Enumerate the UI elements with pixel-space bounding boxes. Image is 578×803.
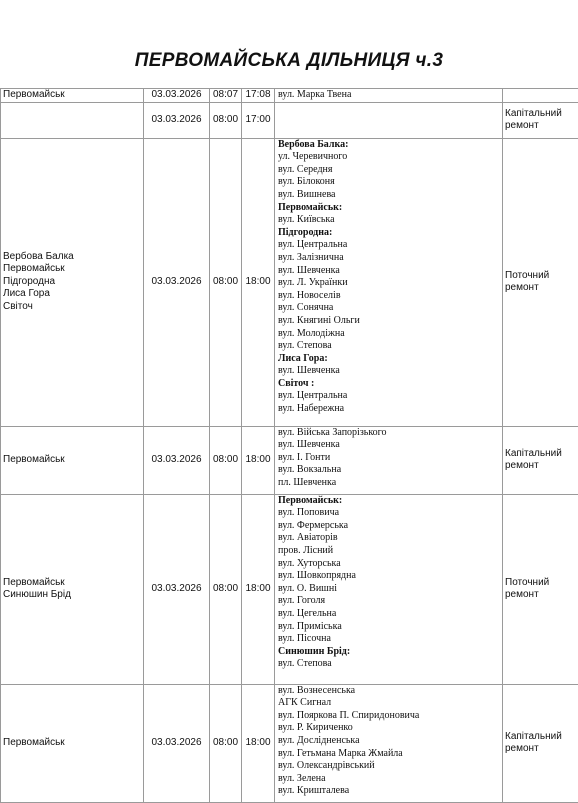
end-time-cell: 18:00 — [242, 426, 275, 494]
end-time-cell: 17:00 — [242, 102, 275, 138]
table-row — [1, 426, 578, 494]
start-time-cell: 08:00 — [210, 102, 242, 138]
location-name: Первомайськ — [3, 454, 141, 467]
street-name: вул. Центральна — [278, 390, 500, 403]
location-name: Первомайськ — [3, 577, 141, 590]
street-name: вул. Олександрівський — [278, 760, 500, 773]
settlement-heading: Підгородна: — [278, 227, 500, 240]
streets-cell — [275, 102, 503, 138]
street-name: вул. Новоселів — [278, 290, 500, 303]
streets-cell — [275, 684, 503, 802]
street-name: АГК Сигнал — [278, 697, 500, 710]
location-cell — [1, 89, 144, 103]
repair-type-cell: Поточний ремонт — [503, 138, 578, 426]
street-name: вул. Гоголя — [278, 595, 500, 608]
street-name: вул. Київська — [278, 214, 500, 227]
repair-type-cell: Капітальний ремонт — [503, 426, 578, 494]
street-name: вул. Сонячна — [278, 302, 500, 315]
street-name: вул. Поповича — [278, 507, 500, 520]
street-name: вул. О. Вишні — [278, 583, 500, 596]
street-name: вул. І. Гонти — [278, 452, 500, 465]
location-name: Первомайськ — [3, 89, 141, 102]
date-cell: 03.03.2026 — [144, 102, 210, 138]
street-name: вул. Л. Українки — [278, 277, 500, 290]
start-time-cell: 08:00 — [210, 684, 242, 802]
start-time-cell: 08:00 — [210, 138, 242, 426]
settlement-heading: Первомайськ: — [278, 495, 500, 508]
location-name: Первомайськ — [3, 263, 141, 276]
location-name: Синюшин Брід — [3, 589, 141, 602]
settlement-heading: Вербова Балка: — [278, 139, 500, 152]
end-time-cell: 18:00 — [242, 494, 275, 684]
street-name: вул. Дослідненська — [278, 735, 500, 748]
street-name: вул. Шевченка — [278, 439, 500, 452]
street-name: вул. Цегельна — [278, 608, 500, 621]
settlement-heading: Первомайськ: — [278, 202, 500, 215]
street-name: вул. Степова — [278, 340, 500, 353]
date-cell: 03.03.2026 — [144, 494, 210, 684]
settlement-heading: Світоч : — [278, 378, 500, 391]
street-name: вул. Шевченка — [278, 365, 500, 378]
street-name: вул. Зелена — [278, 773, 500, 786]
date-cell: 03.03.2026 — [144, 138, 210, 426]
start-time-cell: 08:00 — [210, 426, 242, 494]
street-name: вул. Пояркова П. Спиридоновича — [278, 710, 500, 723]
street-name: вул. Вокзальна — [278, 464, 500, 477]
location-cell — [1, 684, 144, 802]
street-name: вул. Кришталева — [278, 785, 500, 798]
table-row — [1, 89, 578, 103]
repair-type-cell: Капітальний ремонт — [503, 102, 578, 138]
table-row — [1, 102, 578, 138]
location-name: Лиса Гора — [3, 288, 141, 301]
street-name: вул. Вишнева — [278, 189, 500, 202]
street-name: вул. Шовкопрядна — [278, 570, 500, 583]
streets-cell — [275, 494, 503, 684]
street-name: пл. Шевченка — [278, 477, 500, 490]
start-time-cell: 08:07 — [210, 89, 242, 103]
street-name: вул. Р. Кириченко — [278, 722, 500, 735]
street-name: вул. Набережна — [278, 403, 500, 416]
table-row — [1, 494, 578, 684]
date-cell: 03.03.2026 — [144, 684, 210, 802]
street-name: пров. Лісний — [278, 545, 500, 558]
repair-type-cell — [503, 89, 578, 103]
street-name: вул. Залізнична — [278, 252, 500, 265]
street-name: вул. Хуторська — [278, 558, 500, 571]
street-name: вул. Білоконя — [278, 176, 500, 189]
page-title: ПЕРВОМАЙСЬКА ДІЛЬНИЦЯ ч.3 — [0, 50, 578, 72]
street-name: вул. Молодіжна — [278, 328, 500, 341]
repair-type-cell: Поточний ремонт — [503, 494, 578, 684]
table-row — [1, 684, 578, 802]
street-name: вул. Війська Запорізького — [278, 427, 500, 440]
location-cell — [1, 138, 144, 426]
street-name: вул. Шевченка — [278, 265, 500, 278]
street-name: вул. Пісочна — [278, 633, 500, 646]
street-name: ул. Черевичного — [278, 151, 500, 164]
streets-cell — [275, 426, 503, 494]
streets-cell — [275, 138, 503, 426]
date-cell: 03.03.2026 — [144, 426, 210, 494]
location-cell — [1, 426, 144, 494]
street-name: вул. Середня — [278, 164, 500, 177]
outage-schedule-table — [0, 88, 578, 803]
street-name: вул. Приміська — [278, 621, 500, 634]
location-name: Світоч — [3, 301, 141, 314]
settlement-heading: Синюшин Брід: — [278, 646, 500, 659]
end-time-cell: 18:00 — [242, 138, 275, 426]
location-cell — [1, 102, 144, 138]
end-time-cell: 18:00 — [242, 684, 275, 802]
street-name: вул. Центральна — [278, 239, 500, 252]
street-name: вул. Княгині Ольги — [278, 315, 500, 328]
street-name: вул. Фермерська — [278, 520, 500, 533]
table-row — [1, 138, 578, 426]
street-name: вул. Степова — [278, 658, 500, 671]
street-name: вул. Авіаторів — [278, 532, 500, 545]
start-time-cell: 08:00 — [210, 494, 242, 684]
location-name: Підгородна — [3, 276, 141, 289]
street-name: вул. Гетьмана Марка Жмайла — [278, 748, 500, 761]
street-name: вул. Марка Твена — [278, 89, 500, 102]
location-name: Первомайськ — [3, 737, 141, 750]
location-name: Вербова Балка — [3, 251, 141, 264]
repair-type-cell: Капітальний ремонт — [503, 684, 578, 802]
settlement-heading: Лиса Гора: — [278, 353, 500, 366]
streets-cell — [275, 89, 503, 103]
street-name: вул. Вознесенська — [278, 685, 500, 698]
location-cell — [1, 494, 144, 684]
date-cell: 03.03.2026 — [144, 89, 210, 103]
end-time-cell: 17:08 — [242, 89, 275, 103]
